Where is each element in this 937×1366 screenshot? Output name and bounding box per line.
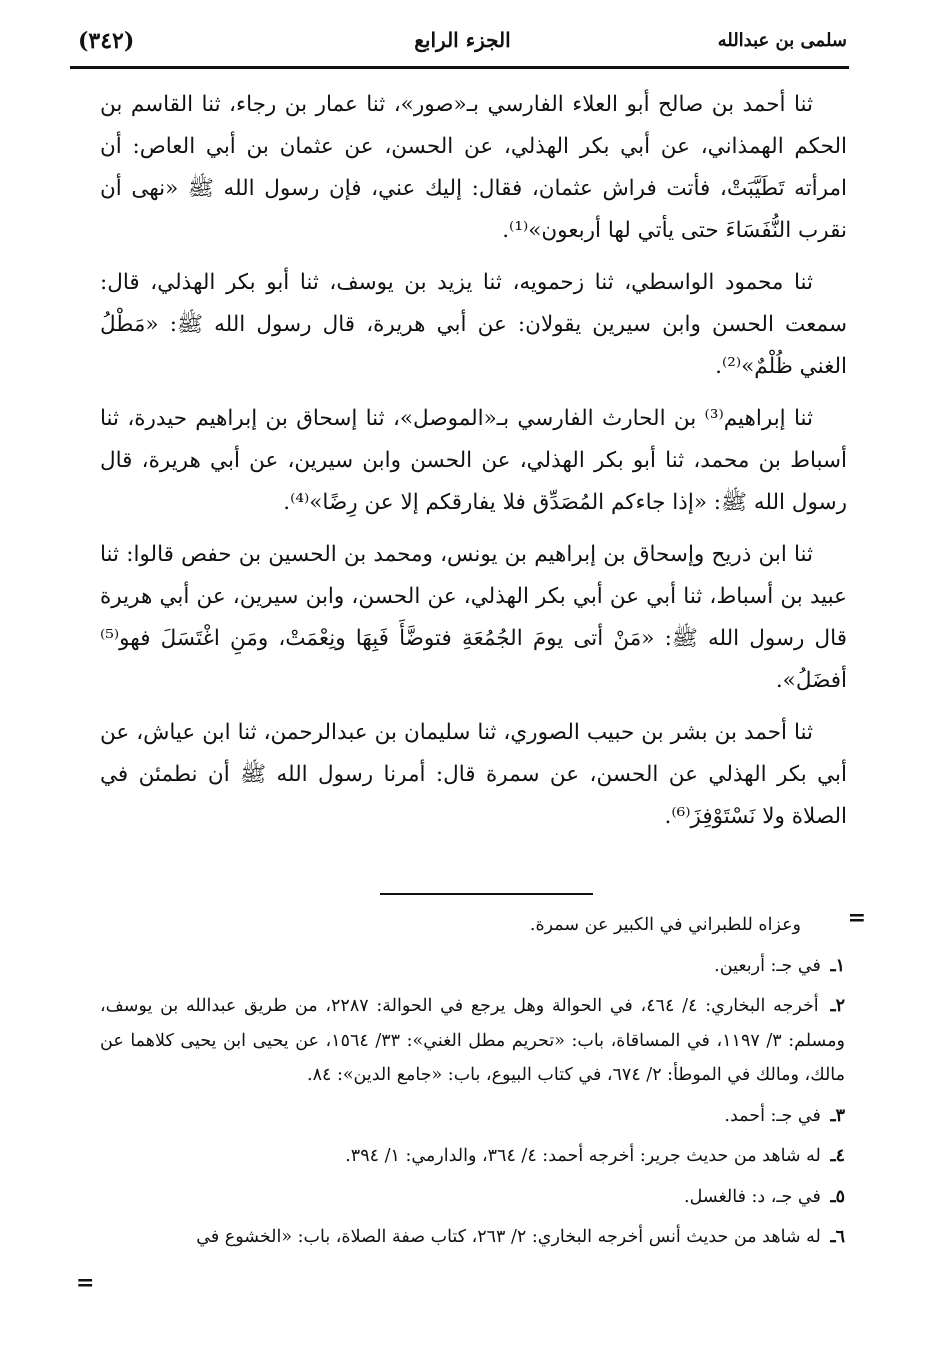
footnote-text: أخرجه البخاري: ٤/ ٤٦٤، في الحوالة وهل يرجع في الحوالة: ٢٢٨٧، من طريق عبدالله بن يوسف، ومسلم: ٣/ ١١٩٧، في المساقاة، باب: «تحريم مطل الغني»: ٣٣/ ١٥٦٤، عن يحيى ابن يحيى كلاهما عن مالك، ومالك في الموطأ: ٢/ ٦٧٤، في كتاب البيوع، باب: «جامع الدين»: ٨٤. xyxy=(100,996,845,1085)
footnote-marker: ١ـ xyxy=(830,955,845,976)
footnote-marker: ٦ـ xyxy=(830,1227,845,1247)
footnote-text: في جـ، د: فالغسل. xyxy=(684,1186,821,1207)
footnote-marker: ٣ـ xyxy=(830,1105,845,1126)
paragraph: ثنا محمود الواسطي، ثنا زحمويه، ثنا يزيد بن يوسف، ثنا أبو بكر الهذلي، قال: سمعت الحسن وابن سيرين يقولان: عن أبي هريرة، قال رسول الله ﷺ: «مَطْلُ الغني ظُلْمٌ»⁽²⁾. xyxy=(100,270,847,379)
part-title: الجزء الرابع xyxy=(414,28,511,52)
book-title: سلمى بن عبدالله xyxy=(717,30,847,51)
footnote-item xyxy=(100,1180,845,1215)
footnote-text: له شاهد من حديث أنس أخرجه البخاري: ٢/ ٢٦٣، كتاب صفة الصلاة، باب: «الخشوع في xyxy=(196,1227,821,1247)
footnote-text: في جـ: أربعين. xyxy=(714,955,821,976)
footnote-marker: ٥ـ xyxy=(830,1186,845,1207)
paragraph: ثنا أحمد بن بشر بن حبيب الصوري، ثنا سليمان بن عبدالرحمن، ثنا ابن عياش، عن أبي بكر الهذلي عن الحسن، عن سمرة قال: أمرنا رسول الله ﷺ أن نطمئن في الصلاة ولا نَسْتَوْفِزَ⁽⁶⁾. xyxy=(100,720,847,829)
footnote-separator xyxy=(380,893,593,895)
header-rule xyxy=(70,66,849,69)
footnote-item xyxy=(100,1220,845,1255)
footnotes xyxy=(100,908,845,1261)
footnote-continued: وعزاه للطبراني في الكبير عن سمرة. xyxy=(529,915,801,935)
footnote-item xyxy=(100,949,845,984)
continuation-mark: = xyxy=(76,1270,95,1296)
page-number: (٣٤٢) xyxy=(78,28,135,54)
paragraph: ثنا أحمد بن صالح أبو العلاء الفارسي بـ«صور»، ثنا عمار بن رجاء، ثنا القاسم بن الحكم الهمذاني، عن أبي بكر الهذلي، عن الحسن، عن عثمان بن أبي العاص: أن امرأته تَطَيَّبَتْ، فأتت فراش عثمان، فقال: إليك عني، فإن رسول الله ﷺ «نهى أن نقرب النُّفَسَاءَ حتى يأتي لها أربعون»⁽¹⁾. xyxy=(100,92,847,243)
page-header xyxy=(78,28,847,64)
main-text xyxy=(100,84,847,838)
paragraph: ثنا ابن ذريح وإسحاق بن إبراهيم بن يونس، ومحمد بن الحسين بن حفص قالوا: ثنا عبيد بن أسباط، ثنا أبي عن أبي بكر الهذلي، عن الحسن، وابن سيرين، عن أبي هريرة قال رسول الله ﷺ: «مَنْ أتى يومَ الجُمُعَةِ فتوضَّأَ فَبِهَا ونِعْمَتْ، ومَنِ اغْتَسَلَ فهو⁽⁵⁾ أفضَلُ». xyxy=(100,542,847,693)
footnote-marker: ٢ـ xyxy=(830,996,845,1016)
footnote-item xyxy=(100,1139,845,1174)
footnote-item xyxy=(100,989,845,1093)
footnote-text: له شاهد من حديث جرير: أخرجه أحمد: ٤/ ٣٦٤، والدارمي: ١/ ٣٩٤. xyxy=(345,1146,821,1166)
footnote-text: في جـ: أحمد. xyxy=(724,1105,821,1126)
paragraph: ثنا إبراهيم⁽³⁾ بن الحارث الفارسي بـ«الموصل»، ثنا إسحاق بن إبراهيم حيدرة، ثنا أسباط بن محمد، ثنا أبو بكر الهذلي، عن الحسن وابن سيرين، عن أبي هريرة، قال رسول الله ﷺ: «إذا جاءكم المُصَدِّق فلا يفارقكم إلا عن رِضًا»⁽⁴⁾. xyxy=(100,406,848,515)
footnote-item xyxy=(100,1099,845,1134)
footnote-marker: ٤ـ xyxy=(830,1146,845,1166)
continuation-mark: = xyxy=(847,905,866,931)
